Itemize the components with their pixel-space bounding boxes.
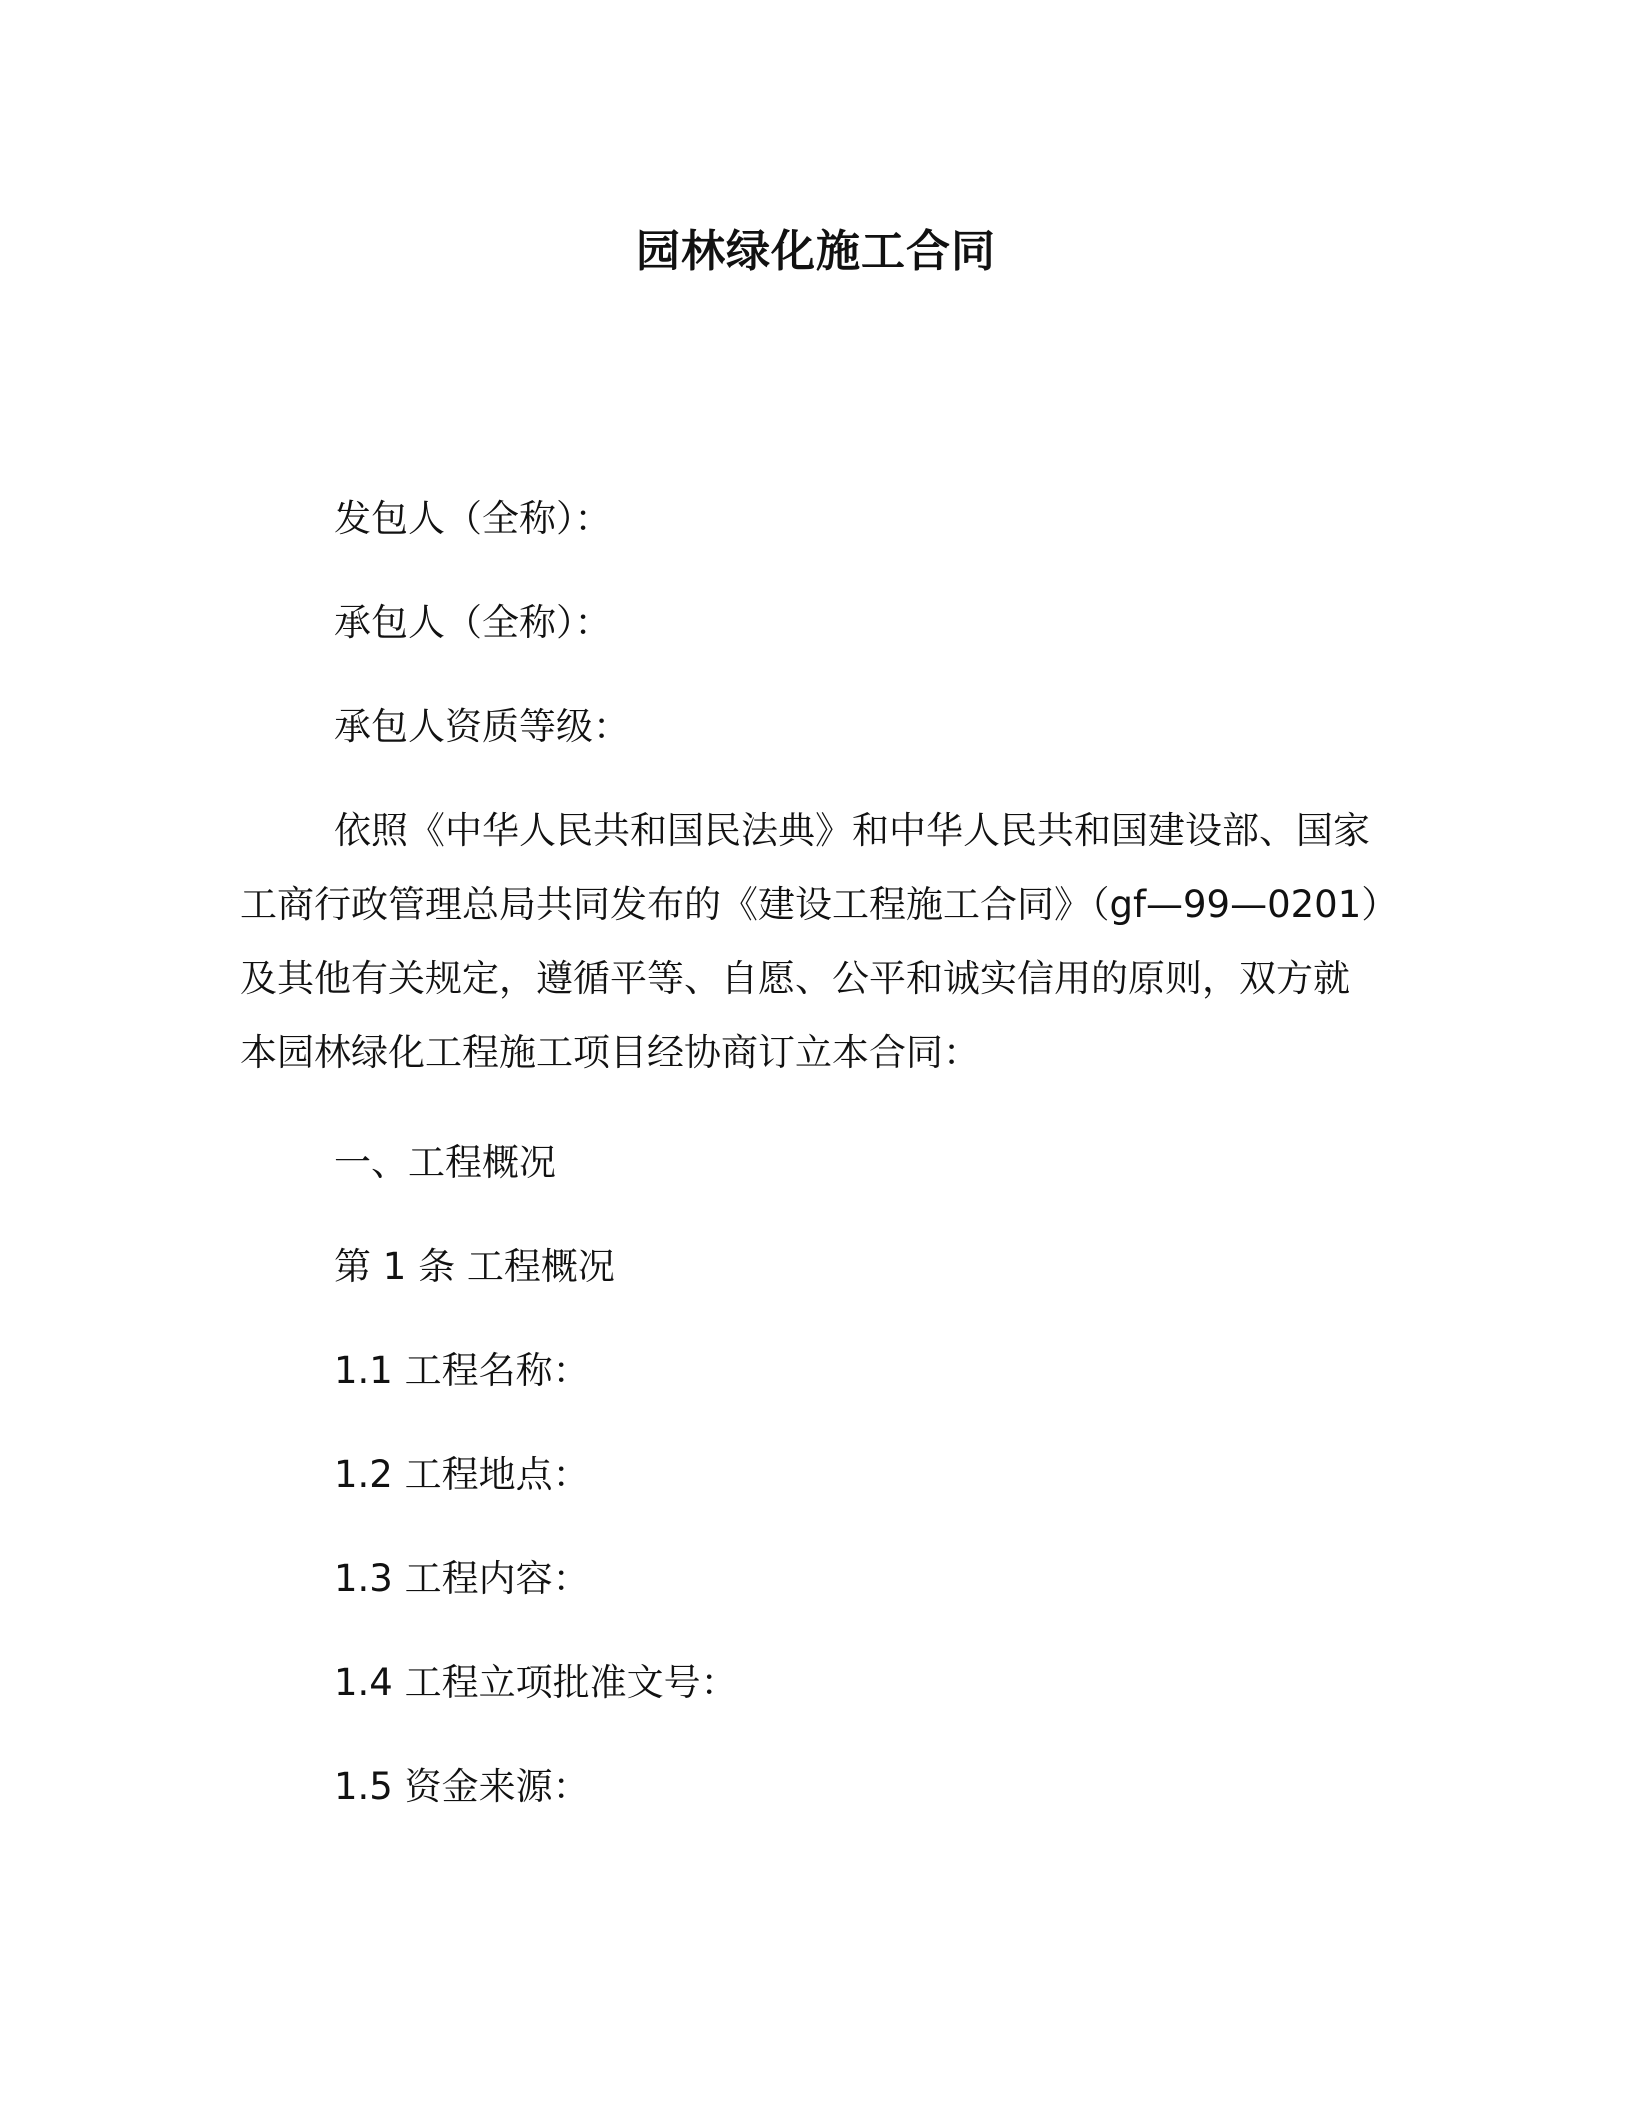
employer-field-label: 发包人（全称）： xyxy=(334,497,612,540)
qualification-field-label: 承包人资质等级： xyxy=(334,705,630,748)
section-heading: 一、工程概况 xyxy=(334,1141,556,1184)
article-heading: 第 1 条 工程概况 xyxy=(334,1245,615,1288)
preamble-line-4: 本园林绿化工程施工项目经协商订立本合同： xyxy=(240,1031,980,1074)
contractor-field-label: 承包人（全称）： xyxy=(334,601,612,644)
document-title: 园林绿化施工合同 xyxy=(636,226,996,277)
preamble-line-2: 工商行政管理总局共同发布的《建设工程施工合同》（gf—99—0201） xyxy=(240,883,1399,926)
preamble-line-1: 依照《中华人民共和国民法典》和中华人民共和国建设部、国家 xyxy=(334,809,1370,852)
item-project-content: 1.3 工程内容： xyxy=(334,1557,590,1600)
item-approval-number: 1.4 工程立项批准文号： xyxy=(334,1661,738,1704)
item-project-location: 1.2 工程地点： xyxy=(334,1453,590,1496)
item-funding-source: 1.5 资金来源： xyxy=(334,1765,590,1808)
preamble-line-3: 及其他有关规定，遵循平等、自愿、公平和诚实信用的原则，双方就 xyxy=(240,957,1350,1000)
item-project-name: 1.1 工程名称： xyxy=(334,1349,590,1392)
